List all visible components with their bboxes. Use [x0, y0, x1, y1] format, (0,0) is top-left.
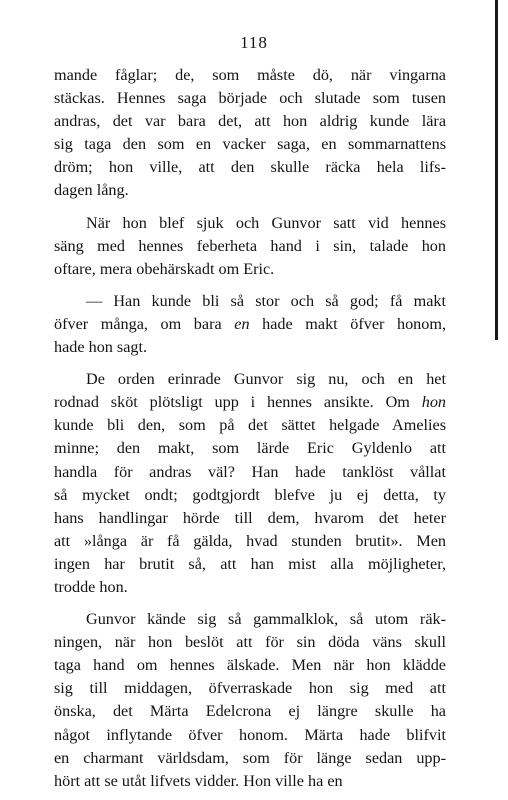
text-line: handla för andras väl? Han hade tanklöst vållat [54, 462, 446, 481]
text-line: andras, det var bara det, att hon aldrig kunde lära [54, 112, 446, 131]
text-line: något inflytande öfver honom. Märta hade blifvit [54, 725, 446, 744]
text-line: stäckas. Hennes saga började och slutade som tusen [54, 89, 446, 108]
text-line: rodnad sköt plötsligt upp i hennes ansikte. Om hon [54, 393, 446, 412]
paragraph-gap [54, 599, 446, 608]
paragraph [54, 290, 446, 359]
text-line: dagen lång. [54, 181, 129, 200]
text-line: hört att se utåt lifvets vidder. Hon ville ha en [54, 771, 343, 790]
text-line: en charmant världsdam, som för länge sedan upp- [54, 748, 446, 767]
paragraph-gap [54, 359, 446, 368]
text-line: att »långa är få gälda, hvad stunden brutit». Men [54, 531, 446, 550]
text-line: önska, det Märta Edelcrona ej längre skulle ha [54, 702, 446, 721]
paragraph-gap [54, 281, 446, 290]
paragraph-gap [54, 203, 446, 212]
emphasized-word: en [234, 314, 250, 333]
text-line: minne; den makt, som lärde Eric Gyldenlo att [54, 439, 446, 458]
text-line: oftare, mera obehärskadt om Eric. [54, 259, 275, 278]
text-line: När hon blef sjuk och Gunvor satt vid hennes [86, 213, 446, 232]
paragraph [54, 608, 446, 793]
text-line: dröm; hon ville, att den skulle räcka hela lifs- [54, 158, 446, 177]
emphasized-word: hon [421, 393, 446, 412]
paragraph [54, 212, 446, 281]
paragraph [54, 64, 446, 203]
text-line: säng med hennes feberheta hand i sin, talade hon [54, 236, 446, 255]
paragraph [54, 368, 446, 599]
text-line: öfver många, om bara en hade makt öfver honom, [54, 314, 447, 333]
body-text [54, 64, 446, 793]
text-line: taga hand om hennes älskade. Men när hon klädde [54, 656, 446, 675]
text-line: trodde hon. [54, 577, 128, 596]
text-line: — Han kunde bli så stor och så god; få makt [86, 291, 446, 310]
text-line: kunde bli den, som på det sättet helgade Amelies [54, 416, 446, 435]
text-line: sig taga den som en vacker saga, en sommarnattens [54, 135, 446, 154]
text-line: hade hon sagt. [54, 338, 148, 357]
text-line: hans handlingar hörde till dem, hvarom det heter [54, 508, 446, 527]
text-line: Gunvor kände sig så gammalklok, så utom räk- [86, 610, 446, 629]
text-line: sig till middagen, öfverraskade hon sig med att [54, 679, 446, 698]
text-line: mande fåglar; de, som måste dö, när vingarna [54, 66, 446, 84]
text-line: ningen, när hon beslöt att för sin döda väns skull [54, 633, 446, 652]
text-line: ingen har brutit så, att han mist alla möjligheter, [54, 554, 446, 573]
text-line: så mycket ondt; godtgjordt blefve ju ej detta, ty [54, 485, 446, 504]
text-line: De orden erinrade Gunvor sig nu, och en het [86, 370, 446, 389]
page-number: 118 [240, 33, 268, 52]
